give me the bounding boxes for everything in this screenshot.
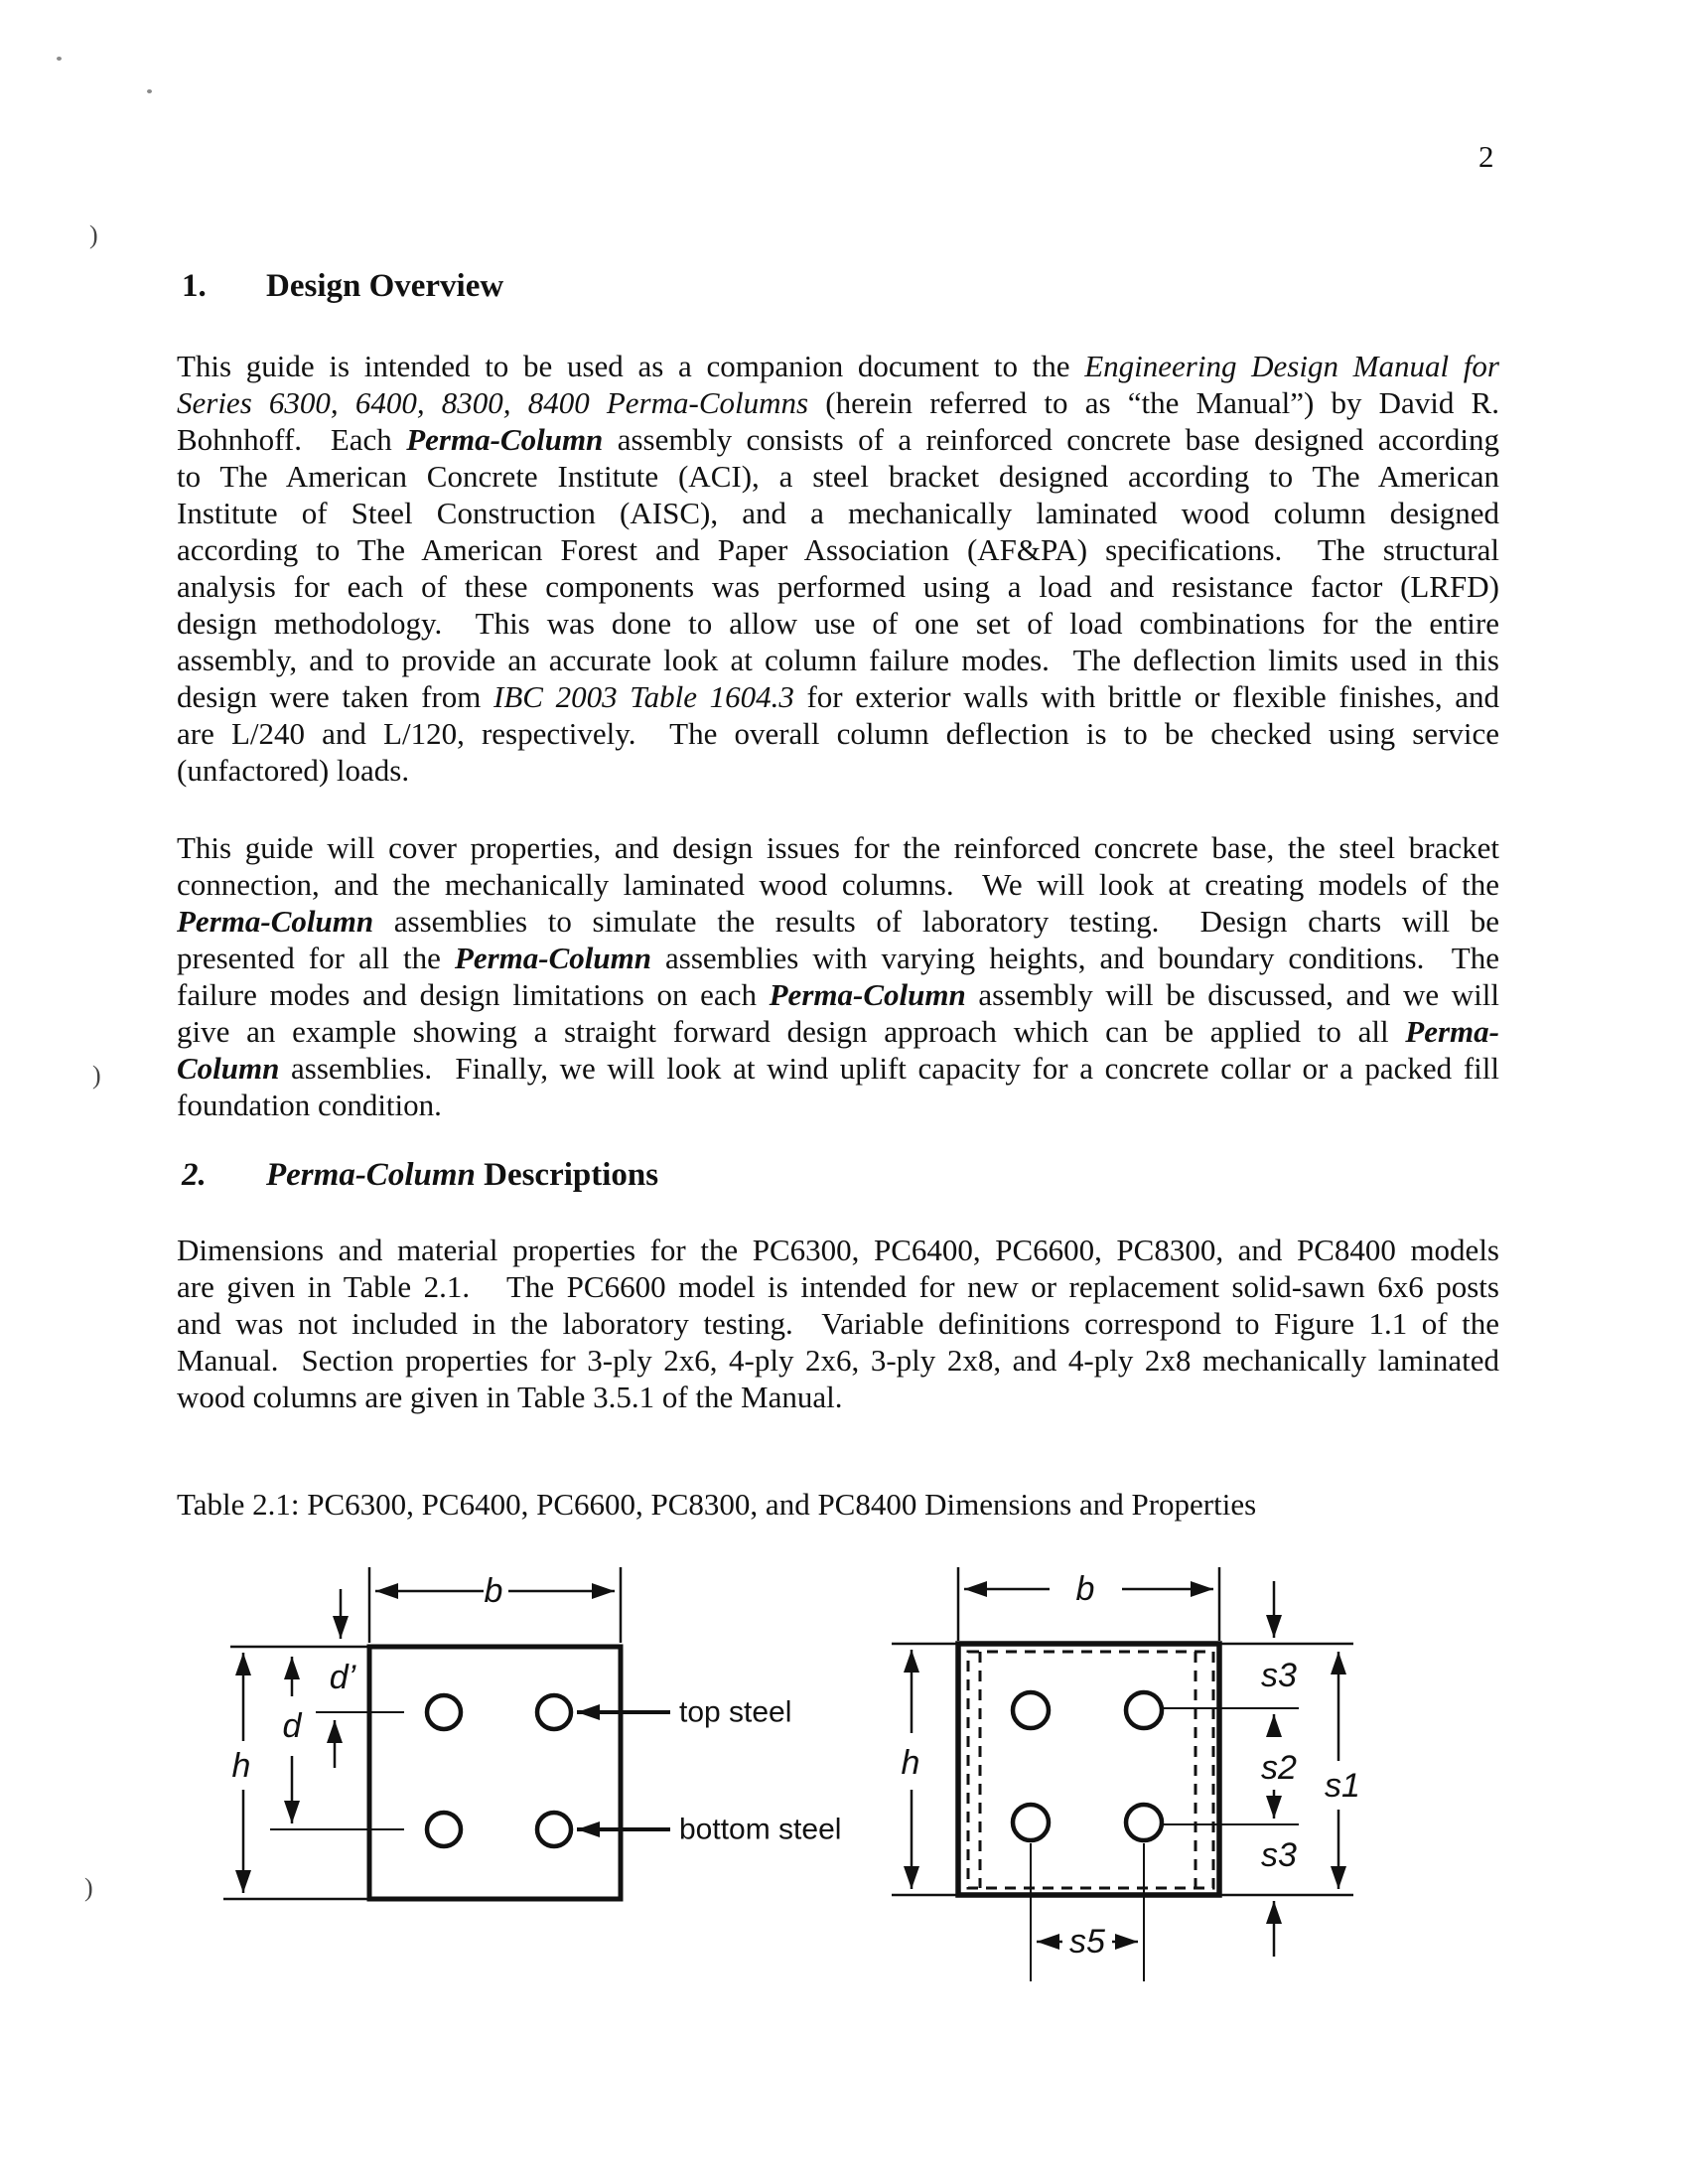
dim-label-b: b — [484, 1572, 503, 1610]
page-number: 2 — [1478, 139, 1494, 174]
section-heading-2 — [182, 1157, 658, 1194]
rebar-circle — [427, 1695, 461, 1729]
scan-artifact: ) — [89, 220, 98, 249]
section-title: Design Overview — [266, 268, 504, 304]
text-line: (unfactored) loads. — [177, 753, 410, 788]
text-line: Perma-Column assemblies to simulate the results of laboratory testing. Design charts will be — [177, 904, 1499, 939]
text-line: and was not included in the laboratory testing. Variable definitions correspond to Figure 1.1 of the — [177, 1306, 1499, 1341]
text-line: This guide will cover properties, and design issues for the reinforced concrete base, the steel bracket — [177, 830, 1499, 865]
text-line: analysis for each of these components was performed using a load and resistance factor (LRFD) — [177, 569, 1499, 604]
right-cross-section-diagram — [892, 1567, 1360, 1981]
text-line: presented for all the Perma-Column assemblies with varying heights, and boundary conditions. The — [177, 941, 1499, 975]
scan-artifact: ) — [84, 1873, 93, 1902]
section-title-rest: Descriptions — [475, 1157, 659, 1193]
text-line: failure modes and design limitations on each Perma-Column assembly will be discussed, and we will — [177, 977, 1499, 1012]
concrete-section-outline — [958, 1644, 1219, 1895]
text-line: Institute of Steel Construction (AISC), and a mechanically laminated wood column designed — [177, 496, 1499, 530]
label-top-steel: top steel — [679, 1695, 792, 1729]
section-heading-1 — [182, 268, 503, 305]
text-line: wood columns are given in Table 3.5.1 of the Manual. — [177, 1380, 843, 1414]
dim-label-s3-top: s3 — [1261, 1657, 1297, 1694]
table-caption: Table 2.1: PC6300, PC6400, PC6600, PC8300, and PC8400 Dimensions and Properties — [177, 1487, 1257, 1522]
text-line: Bohnhoff. Each Perma-Column assembly consists of a reinforced concrete base designed according — [177, 422, 1499, 457]
dim-label-d: d — [282, 1707, 302, 1745]
dim-label-s3-bottom: s3 — [1261, 1836, 1297, 1874]
paragraph-guide-scope — [177, 829, 1499, 1123]
rebar-circles — [1013, 1692, 1162, 1840]
dim-label-d-prime: d’ — [329, 1659, 356, 1696]
text-line: This guide is intended to be used as a companion document to the Engineering Design Manual for — [177, 349, 1499, 383]
text-line: assembly, and to provide an accurate look at column failure modes. The deflection limits used in this — [177, 643, 1499, 677]
text-line: design methodology. This was done to allow use of one set of load combinations for the entire — [177, 606, 1499, 641]
dim-label-b: b — [1075, 1570, 1095, 1608]
dim-label-h: h — [901, 1744, 920, 1782]
dim-label-s5: s5 — [1069, 1923, 1105, 1961]
text-line: design were taken from IBC 2003 Table 1604.3 for exterior walls with brittle or flexible finishes, and — [177, 679, 1499, 714]
concrete-section-outline — [369, 1647, 621, 1899]
rebar-circle — [1126, 1692, 1162, 1728]
dim-label-s1: s1 — [1325, 1767, 1360, 1805]
dim-label-s2: s2 — [1261, 1749, 1297, 1787]
scan-artifact: ) — [92, 1061, 101, 1090]
text-line: Manual. Section properties for 3-ply 2x6, 4-ply 2x6, 3-ply 2x8, and 4-ply 2x8 mechanically laminated — [177, 1343, 1499, 1378]
text-line: give an example showing a straight forward design approach which can be applied to all Perma- — [177, 1014, 1499, 1049]
left-cross-section-diagram — [223, 1567, 841, 1899]
bracket-dashed-outline — [968, 1652, 1213, 1888]
text-line: according to The American Forest and Paper Association (AF&PA) specifications. The structural — [177, 532, 1499, 567]
scan-speck — [147, 89, 152, 93]
rebar-circle — [537, 1813, 571, 1846]
text-line: Series 6300, 6400, 8300, 8400 Perma-Columns (herein referred to as “the Manual”) by David R. — [177, 385, 1499, 420]
text-line: Dimensions and material properties for the PC6300, PC6400, PC6600, PC8300, and PC8400 models — [177, 1233, 1499, 1267]
text-line: foundation condition. — [177, 1088, 442, 1122]
text-line: connection, and the mechanically laminated wood columns. We will look at creating models of the — [177, 867, 1499, 902]
scan-speck — [57, 57, 62, 61]
dim-label-h: h — [231, 1747, 251, 1785]
rebar-circle — [1126, 1805, 1162, 1840]
section-number: 2. — [182, 1157, 207, 1193]
steel-pointer-arrows — [577, 1712, 670, 1829]
paragraph-descriptions — [177, 1232, 1499, 1415]
section-title-italic: Perma-Column — [266, 1157, 476, 1193]
paragraph-design-overview — [177, 348, 1499, 789]
text-line: are L/240 and L/120, respectively. The overall column deflection is to be checked using service — [177, 716, 1499, 751]
rebar-circle — [1013, 1805, 1049, 1840]
text-line: are given in Table 2.1. The PC6600 model is intended for new or replacement solid-sawn 6x6 posts — [177, 1269, 1499, 1304]
text-line: Column assemblies. Finally, we will look at wind uplift capacity for a concrete collar or a packed fill — [177, 1051, 1499, 1086]
rebar-circle — [427, 1813, 461, 1846]
rebar-circles — [427, 1695, 571, 1846]
figure-cross-sections — [0, 1529, 1688, 2086]
text-line: to The American Concrete Institute (ACI), a steel bracket designed according to The American — [177, 459, 1499, 494]
rebar-circle — [1013, 1692, 1049, 1728]
section-number: 1. — [182, 268, 207, 304]
label-bottom-steel: bottom steel — [679, 1813, 842, 1846]
rebar-circle — [537, 1695, 571, 1729]
